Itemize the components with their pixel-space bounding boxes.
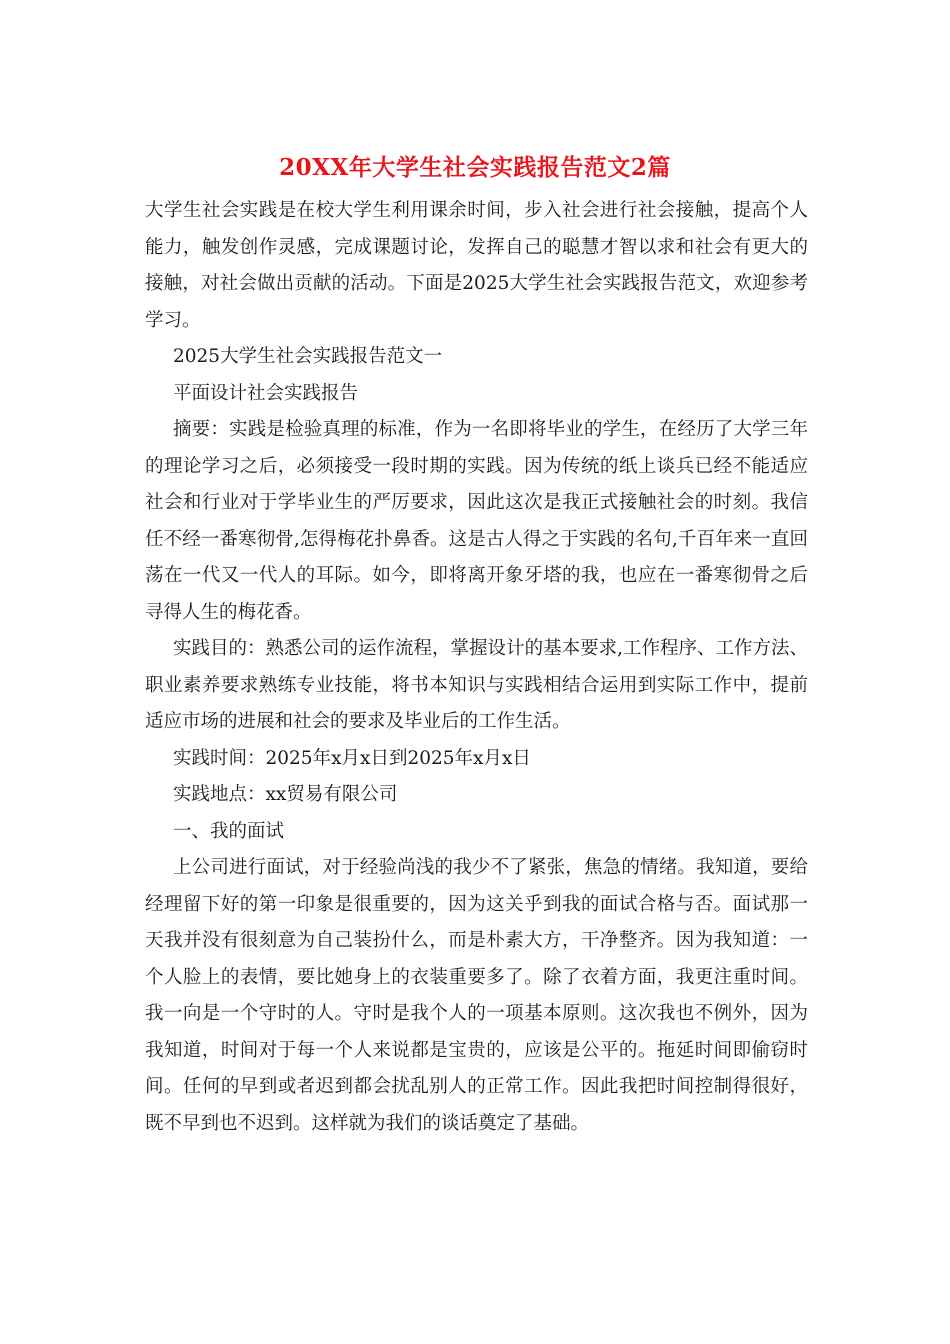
paragraph-time: 实践时间：2025年x月x日到2025年x月x日 — [173, 747, 531, 769]
document-title: 20XX年大学生社会实践报告范文2篇 — [279, 154, 671, 181]
paragraph-subtitle-1: 2025大学生社会实践报告范文一 — [173, 346, 443, 367]
paragraph-purpose: 实践目的：熟悉公司的运作流程，掌握设计的基本要求,工作程序、工作方法、职业素养要求熟练专业技能，将书本知识与实践相结合运用到实际工作中，提前适应市场的进展和社会的要求及毕业后的工作生活。 — [145, 638, 808, 732]
document-body — [145, 193, 808, 1142]
section-heading-interview: 一、我的面试 — [173, 820, 285, 842]
paragraph-interview: 上公司进行面试，对于经验尚浅的我少不了紧张，焦急的情绪。我知道，要给经理留下好的第一印象是很重要的，因为这关乎到我的面试合格与否。面试那一天我并没有很刻意为自己装扮什么，而是朴素大方，干净整齐。因为我知道：一个人脸上的表情，要比她身上的衣装重要多了。除了衣着方面，我更注重时间。我一向是一个守时的人。守时是我个人的一项基本原则。这次我也不例外，因为我知道，时间对于每一个人来说都是宝贵的，应该是公平的。拖延时间即偷窃时间。任何的早到或者迟到都会扰乱别人的正常工作。因此我把时间控制得很好，既不早到也不迟到。这样就为我们的谈话奠定了基础。 — [145, 857, 808, 1134]
paragraph-abstract: 摘要：实践是检验真理的标准，作为一名即将毕业的学生，在经历了大学三年的理论学习之后，必须接受一段时期的实践。因为传统的纸上谈兵已经不能适应社会和行业对于学毕业生的严厉要求，因此这次是我正式接触社会的时刻。我信任不经一番寒彻骨,怎得梅花扑鼻香。这是古人得之于实践的名句,千百年来一直回荡在一代又一代人的耳际。如今，即将离开象牙塔的我，也应在一番寒彻骨之后寻得人生的梅花香。 — [145, 419, 808, 623]
paragraph-location: 实践地点：xx贸易有限公司 — [173, 784, 398, 805]
paragraph-subtitle-2: 平面设计社会实践报告 — [173, 382, 359, 404]
paragraph-intro: 大学生社会实践是在校大学生利用课余时间，步入社会进行社会接触，提高个人能力，触发创作灵感，完成课题讨论，发挥自己的聪慧才智以求和社会有更大的接触，对社会做出贡献的活动。下面是2025大学生社会实践报告范文，欢迎参考学习。 — [145, 200, 808, 331]
